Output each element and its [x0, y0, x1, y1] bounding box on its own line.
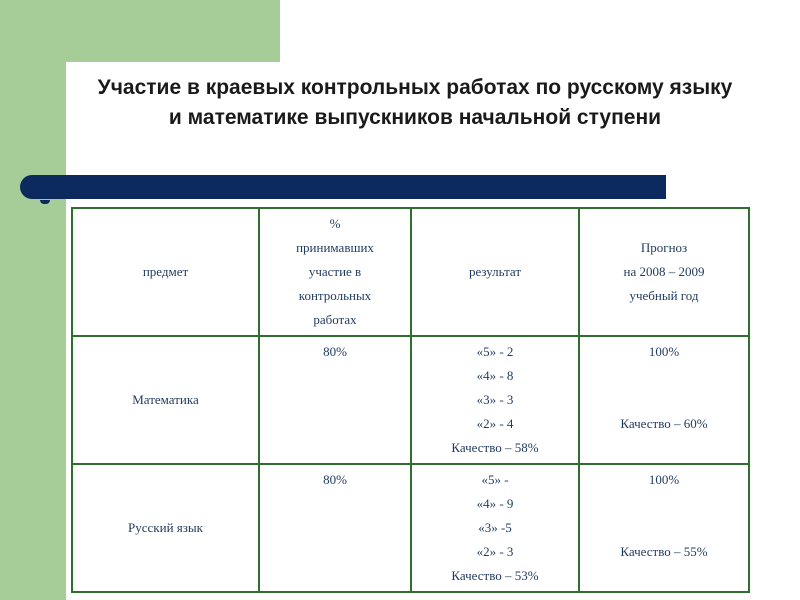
subject-cell: Русский язык — [72, 464, 259, 592]
header-forecast-line: Прогноз — [640, 240, 688, 255]
header-forecast — [579, 208, 749, 336]
result-cell — [411, 336, 579, 464]
forecast-percent: 100% — [648, 344, 680, 359]
percent-cell: 80% — [259, 336, 411, 464]
forecast-percent: 100% — [648, 472, 680, 487]
result-line: «4» - 9 — [476, 496, 514, 511]
header-percent-line: принимавших — [296, 240, 374, 255]
result-line: «5» - 2 — [476, 344, 514, 359]
forecast-cell — [579, 336, 749, 464]
result-line: «5» - — [481, 472, 509, 487]
results-table — [71, 207, 750, 593]
decorative-navy-bar — [20, 175, 666, 199]
result-cell — [411, 464, 579, 592]
percent-cell: 80% — [259, 464, 411, 592]
result-line: «3» -5 — [478, 520, 512, 535]
header-subject: предмет — [72, 208, 259, 336]
decorative-green-block — [66, 0, 280, 62]
table-row — [72, 336, 749, 464]
forecast-cell — [579, 464, 749, 592]
forecast-quality: Качество – 55% — [620, 544, 708, 559]
result-line: «4» - 8 — [476, 368, 514, 383]
table-row — [72, 464, 749, 592]
slide-title: Участие в краевых контрольных работах по русскому языку и математике выпускников начальной ступени — [97, 76, 733, 129]
subject-cell: Математика — [72, 336, 259, 464]
forecast-quality: Качество – 60% — [620, 416, 708, 431]
header-percent-line: контрольных — [298, 288, 372, 303]
result-line: «3» - 3 — [476, 392, 514, 407]
header-forecast-line: учебный год — [629, 288, 699, 303]
header-percent-line: участие в — [308, 264, 362, 279]
header-result: результат — [411, 208, 579, 336]
header-percent-line: % — [329, 216, 341, 231]
result-line: «2» - 4 — [476, 416, 514, 431]
result-line: Качество – 53% — [451, 568, 539, 583]
header-forecast-line: на 2008 – 2009 — [623, 264, 705, 279]
result-line: «2» - 3 — [476, 544, 514, 559]
table-header-row — [72, 208, 749, 336]
header-percent-line: работах — [313, 312, 357, 327]
result-line: Качество – 58% — [451, 440, 539, 455]
header-percent-participated — [259, 208, 411, 336]
decorative-green-strip — [0, 0, 66, 600]
